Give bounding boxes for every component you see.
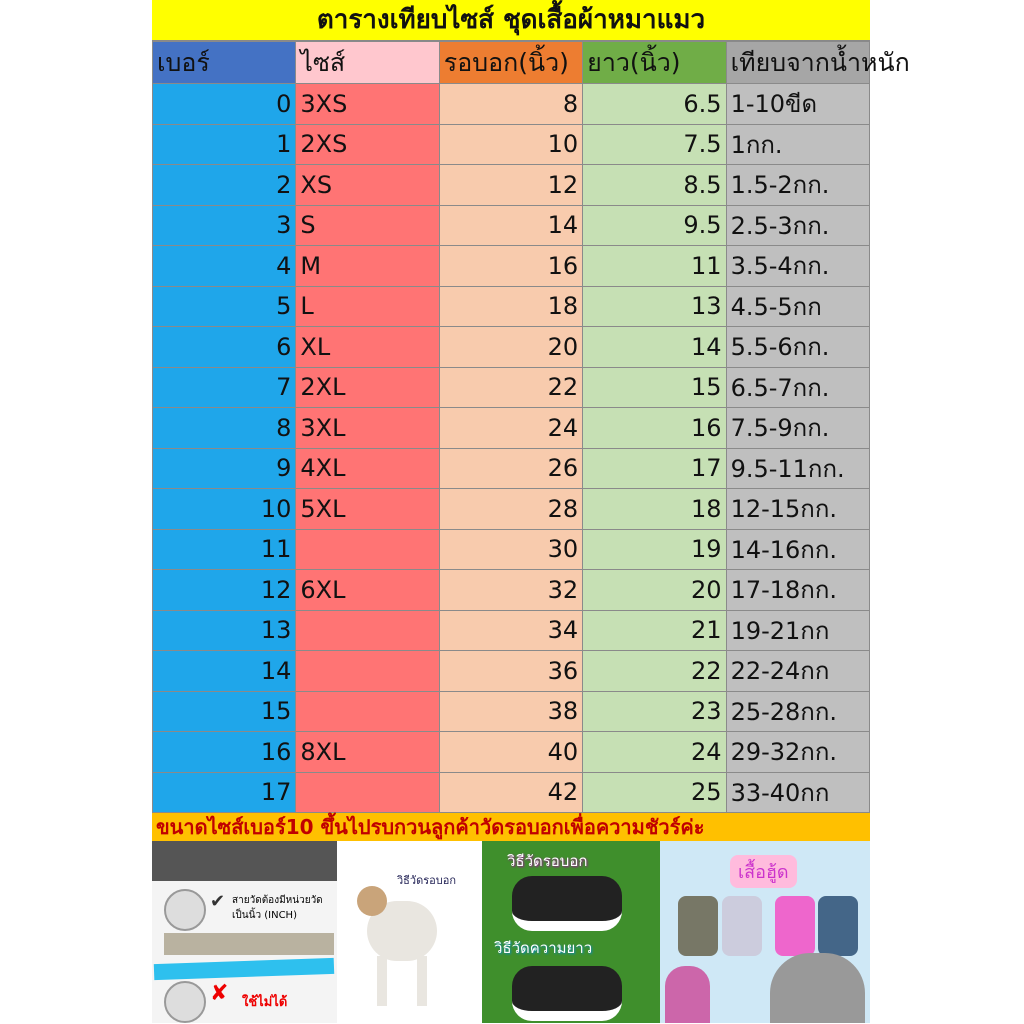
cell-size	[296, 610, 439, 651]
hoodie-label: เสื้อฮู้ด	[730, 855, 797, 888]
cell-chest: 40	[439, 732, 582, 773]
table-row	[153, 84, 870, 125]
tape-ok-label: สายวัดต้องมีหน่วยวัด เป็นนิ้ว (INCH)	[232, 895, 323, 921]
cell-weight: 5.5-6กก.	[726, 327, 869, 368]
cell-chest: 28	[439, 489, 582, 530]
header-size: ไซส์	[296, 42, 439, 84]
table-row	[153, 327, 870, 368]
cell-length: 24	[583, 732, 726, 773]
cell-number: 0	[153, 84, 296, 125]
cell-length: 23	[583, 691, 726, 732]
cell-number: 8	[153, 408, 296, 449]
cell-weight: 29-32กก.	[726, 732, 869, 773]
cell-size	[296, 772, 439, 813]
table-row	[153, 691, 870, 732]
cell-length: 14	[583, 327, 726, 368]
cell-number: 6	[153, 327, 296, 368]
cell-length: 9.5	[583, 205, 726, 246]
table-row	[153, 570, 870, 611]
cell-chest: 24	[439, 408, 582, 449]
cell-chest: 16	[439, 246, 582, 287]
cell-length: 22	[583, 651, 726, 692]
cell-number: 3	[153, 205, 296, 246]
cell-size: XS	[296, 165, 439, 206]
cell-length: 8.5	[583, 165, 726, 206]
header-number: เบอร์	[153, 42, 296, 84]
cell-chest: 42	[439, 772, 582, 813]
cell-chest: 30	[439, 529, 582, 570]
cell-weight: 17-18กก.	[726, 570, 869, 611]
cell-length: 6.5	[583, 84, 726, 125]
cell-weight: 9.5-11กก.	[726, 448, 869, 489]
cell-length: 15	[583, 367, 726, 408]
cell-size	[296, 529, 439, 570]
table-row	[153, 610, 870, 651]
table-row	[153, 286, 870, 327]
cell-number: 9	[153, 448, 296, 489]
table-row	[153, 246, 870, 287]
cell-weight: 25-28กก.	[726, 691, 869, 732]
table-row	[153, 772, 870, 813]
size-chart	[152, 0, 910, 1023]
cell-length: 17	[583, 448, 726, 489]
cell-number: 17	[153, 772, 296, 813]
cell-size: 2XL	[296, 367, 439, 408]
table-row	[153, 489, 870, 530]
cat-chest-label: วิธีวัดรอบอก	[507, 852, 588, 870]
cell-weight: 22-24กก	[726, 651, 869, 692]
table-row	[153, 165, 870, 206]
cell-size	[296, 651, 439, 692]
cell-length: 18	[583, 489, 726, 530]
cell-size: 2XS	[296, 124, 439, 165]
header-chest: รอบอก(นิ้ว)	[439, 42, 582, 84]
cell-chest: 14	[439, 205, 582, 246]
cell-size: 6XL	[296, 570, 439, 611]
cell-weight: 14-16กก.	[726, 529, 869, 570]
table-row	[153, 448, 870, 489]
cell-length: 16	[583, 408, 726, 449]
cell-length: 25	[583, 772, 726, 813]
cell-length: 11	[583, 246, 726, 287]
table-row	[153, 732, 870, 773]
cell-chest: 12	[439, 165, 582, 206]
cell-size: 4XL	[296, 448, 439, 489]
cell-number: 16	[153, 732, 296, 773]
cell-length: 19	[583, 529, 726, 570]
cat-length-label: วิธีวัดความยาว	[494, 939, 593, 957]
tape-measure-image	[152, 841, 337, 1023]
cell-size: XL	[296, 327, 439, 368]
cell-length: 20	[583, 570, 726, 611]
cell-size	[296, 691, 439, 732]
cell-number: 14	[153, 651, 296, 692]
table-row	[153, 367, 870, 408]
size-table	[152, 41, 910, 813]
cell-chest: 20	[439, 327, 582, 368]
cell-weight: 6.5-7กก.	[726, 367, 869, 408]
cell-chest: 26	[439, 448, 582, 489]
cell-weight: 33-40กก	[726, 772, 869, 813]
cell-size: 5XL	[296, 489, 439, 530]
cell-size: 3XL	[296, 408, 439, 449]
cell-chest: 34	[439, 610, 582, 651]
table-row	[153, 205, 870, 246]
tape-bad-label: ใช้ไม่ได้	[242, 995, 288, 1010]
table-row	[153, 529, 870, 570]
cell-length: 13	[583, 286, 726, 327]
cell-chest: 38	[439, 691, 582, 732]
header-weight: เทียบจากน้ำหนัก	[726, 42, 869, 84]
cell-chest: 22	[439, 367, 582, 408]
cell-weight: 3.5-4กก.	[726, 246, 869, 287]
cell-length: 7.5	[583, 124, 726, 165]
cell-chest: 32	[439, 570, 582, 611]
check-icon: ✔	[210, 891, 226, 912]
cell-size: L	[296, 286, 439, 327]
cell-weight: 4.5-5กก	[726, 286, 869, 327]
image-strip	[152, 841, 870, 1023]
cell-number: 10	[153, 489, 296, 530]
cell-chest: 18	[439, 286, 582, 327]
size-note: ขนาดไซส์เบอร์10 ขึ้นไปรบกวนลูกค้าวัดรอบอกเพื่อความชัวร์ค่ะ	[152, 813, 870, 841]
cell-weight: 19-21กก	[726, 610, 869, 651]
cell-number: 15	[153, 691, 296, 732]
dog-measure-label: วิธีวัดรอบอก	[397, 874, 456, 887]
cell-chest: 10	[439, 124, 582, 165]
cell-weight: 1กก.	[726, 124, 869, 165]
cell-number: 7	[153, 367, 296, 408]
header-row	[153, 42, 870, 84]
table-row	[153, 124, 870, 165]
cell-size: 3XS	[296, 84, 439, 125]
cell-weight: 12-15กก.	[726, 489, 869, 530]
cell-weight: 1.5-2กก.	[726, 165, 869, 206]
cell-number: 4	[153, 246, 296, 287]
cell-chest: 36	[439, 651, 582, 692]
cat-measure-image	[482, 841, 660, 1023]
cell-number: 1	[153, 124, 296, 165]
cell-number: 2	[153, 165, 296, 206]
cell-weight: 2.5-3กก.	[726, 205, 869, 246]
table-row	[153, 408, 870, 449]
cell-number: 11	[153, 529, 296, 570]
dog-measure-image	[337, 841, 482, 1023]
cell-number: 13	[153, 610, 296, 651]
cell-number: 12	[153, 570, 296, 611]
cell-size: S	[296, 205, 439, 246]
hoodie-product-image	[660, 841, 870, 1023]
chart-title: ตารางเทียบไซส์ ชุดเสื้อผ้าหมาแมว	[152, 0, 870, 41]
table-row	[153, 651, 870, 692]
cell-size: 8XL	[296, 732, 439, 773]
header-length: ยาว(นิ้ว)	[583, 42, 726, 84]
x-icon: ✘	[210, 981, 229, 1006]
cell-weight: 7.5-9กก.	[726, 408, 869, 449]
cell-length: 21	[583, 610, 726, 651]
cell-number: 5	[153, 286, 296, 327]
cell-chest: 8	[439, 84, 582, 125]
cell-weight: 1-10ขีด	[726, 84, 869, 125]
cell-size: M	[296, 246, 439, 287]
